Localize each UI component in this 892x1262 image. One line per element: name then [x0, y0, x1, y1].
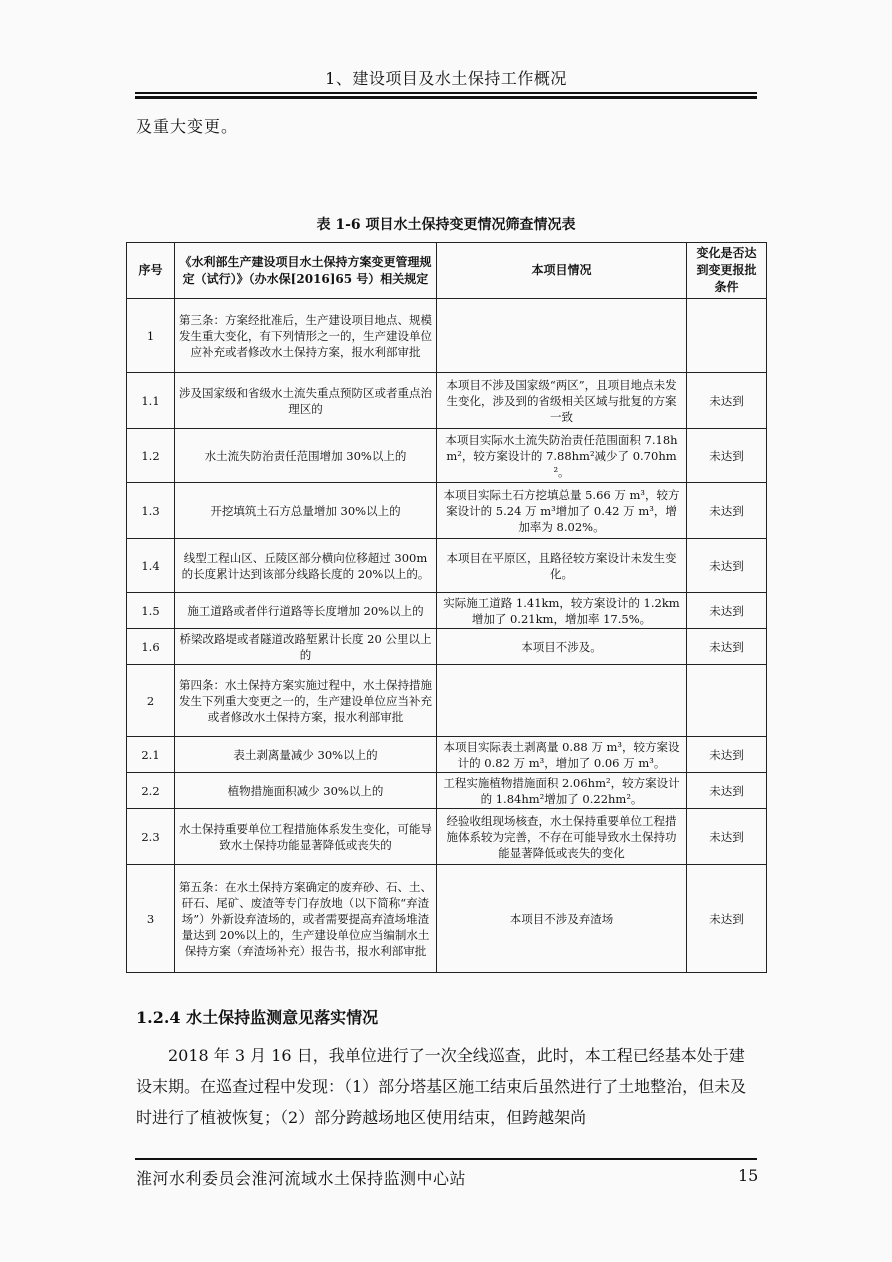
row-result: 未达到: [687, 737, 767, 773]
table-row: [127, 299, 767, 373]
table-row: [127, 737, 767, 773]
intro-text: 及重大变更。: [136, 117, 239, 136]
row-rule: 第三条：方案经批准后，生产建设项目地点、规模发生重大变化，有下列情形之一的，生产建设单位应补充或者修改水土保持方案，报水利部审批: [175, 299, 437, 373]
table-row: [127, 865, 767, 973]
row-status: 本项目实际水土流失防治责任范围面积 7.18hm²，较方案设计的 7.88hm²减少了 0.70hm²。: [437, 429, 687, 483]
row-no: 1.4: [127, 539, 175, 593]
row-result: 未达到: [687, 539, 767, 593]
row-no: 2.2: [127, 773, 175, 809]
row-rule: 水土保持重要单位工程措施体系发生变化，可能导致水土保持功能显著降低或丧失的: [175, 809, 437, 865]
row-rule: 线型工程山区、丘陵区部分横向位移超过 300m 的长度累计达到该部分线路长度的 20%以上的。: [175, 539, 437, 593]
row-result: 未达到: [687, 773, 767, 809]
body-paragraph: 2018 年 3 月 16 日，我单位进行了一次全线巡查，此时，本工程已经基本处于建设末期。在巡查过程中发现：（1）部分塔基区施工结束后虽然进行了土地整治，但未及时进行了植被恢复；（2）部分跨越场地区使用结束，但跨越架尚: [136, 1046, 747, 1127]
row-rule: 涉及国家级和省级水土流失重点预防区或者重点治理区的: [175, 373, 437, 429]
table-row: [127, 809, 767, 865]
row-result: 未达到: [687, 483, 767, 539]
row-status: 本项目实际土石方挖填总量 5.66 万 m³，较方案设计的 5.24 万 m³增加了 0.42 万 m³，增加率为 8.02%。: [437, 483, 687, 539]
table-row: [127, 593, 767, 629]
row-rule: 桥梁改路堤或者隧道改路堑累计长度 20 公里以上的: [175, 629, 437, 665]
row-no: 1.1: [127, 373, 175, 429]
row-no: 3: [127, 865, 175, 973]
table-row: [127, 665, 767, 737]
row-status: [437, 299, 687, 373]
row-status: 本项目不涉及弃渣场: [437, 865, 687, 973]
row-no: 1.3: [127, 483, 175, 539]
page-number: 15: [738, 1166, 759, 1185]
col-header-result: 变化是否达到变更报批条件: [687, 243, 767, 299]
row-rule: 开挖填筑土石方总量增加 30%以上的: [175, 483, 437, 539]
row-result: 未达到: [687, 373, 767, 429]
table-row: [127, 373, 767, 429]
row-rule: 植物措施面积减少 30%以上的: [175, 773, 437, 809]
row-rule: 水土流失防治责任范围增加 30%以上的: [175, 429, 437, 483]
col-header-no: 序号: [127, 243, 175, 299]
row-rule: 第五条：在水土保持方案确定的废弃砂、石、土、矸石、尾矿、废渣等专门存放地（以下简称“弃渣场”）外新设弃渣场的，或者需要提高弃渣场堆渣量达到 20%以上的，生产建设单位应当编制水土保持方案（弃渣场补充）报告书，报水利部审批: [175, 865, 437, 973]
row-result: [687, 299, 767, 373]
row-status: 本项目在平原区，且路径较方案设计未发生变化。: [437, 539, 687, 593]
change-screening-table: [126, 242, 767, 973]
row-rule: 施工道路或者伴行道路等长度增加 20%以上的: [175, 593, 437, 629]
col-header-rule: 《水利部生产建设项目水土保持方案变更管理规定（试行）》（办水保[2016]65 号）相关规定: [175, 243, 437, 299]
header-title: 1、建设项目及水土保持工作概况: [325, 69, 567, 88]
row-status: 工程实施植物措施面积 2.06hm²，较方案设计的 1.84hm²增加了 0.22hm²。: [437, 773, 687, 809]
row-status: 实际施工道路 1.41km，较方案设计的 1.2km 增加了 0.21km，增加率 17.5%。: [437, 593, 687, 629]
table-row: [127, 773, 767, 809]
row-no: 2.3: [127, 809, 175, 865]
footer-rule: [135, 1158, 757, 1160]
table-row: [127, 483, 767, 539]
row-status: 经验收组现场核查，水土保持重要单位工程措施体系较为完善，不存在可能导致水土保持功能显著降低或丧失的变化: [437, 809, 687, 865]
row-result: 未达到: [687, 593, 767, 629]
table-row: [127, 429, 767, 483]
section-heading: 1.2.4 水土保持监测意见落实情况: [136, 1008, 379, 1027]
table-row: [127, 629, 767, 665]
row-result: 未达到: [687, 629, 767, 665]
row-status: [437, 665, 687, 737]
table-header-row: [127, 243, 767, 299]
row-no: 2: [127, 665, 175, 737]
table-caption: 表 1-6 项目水土保持变更情况筛查情况表: [316, 217, 576, 233]
row-no: 2.1: [127, 737, 175, 773]
row-result: 未达到: [687, 429, 767, 483]
row-rule: 表土剥离量减少 30%以上的: [175, 737, 437, 773]
row-status: 本项目不涉及。: [437, 629, 687, 665]
row-result: 未达到: [687, 809, 767, 865]
row-rule: 第四条：水土保持方案实施过程中，水土保持措施发生下列重大变更之一的，生产建设单位应当补充或者修改水土保持方案，报水利部审批: [175, 665, 437, 737]
footer-organization: 淮河水利委员会淮河流域水土保持监测中心站: [136, 1169, 467, 1188]
row-result: 未达到: [687, 865, 767, 973]
col-header-status: 本项目情况: [437, 243, 687, 299]
row-status: 本项目实际表土剥离量 0.88 万 m³，较方案设计的 0.82 万 m³，增加了 0.06 万 m³。: [437, 737, 687, 773]
row-no: 1.5: [127, 593, 175, 629]
row-no: 1.2: [127, 429, 175, 483]
row-no: 1.6: [127, 629, 175, 665]
row-result: [687, 665, 767, 737]
header-rule-thin: [135, 92, 757, 94]
row-status: 本项目不涉及国家级“两区”，且项目地点未发生变化，涉及到的省级相关区域与批复的方案一致: [437, 373, 687, 429]
row-no: 1: [127, 299, 175, 373]
header-rule-thick: [135, 96, 757, 99]
table-row: [127, 539, 767, 593]
